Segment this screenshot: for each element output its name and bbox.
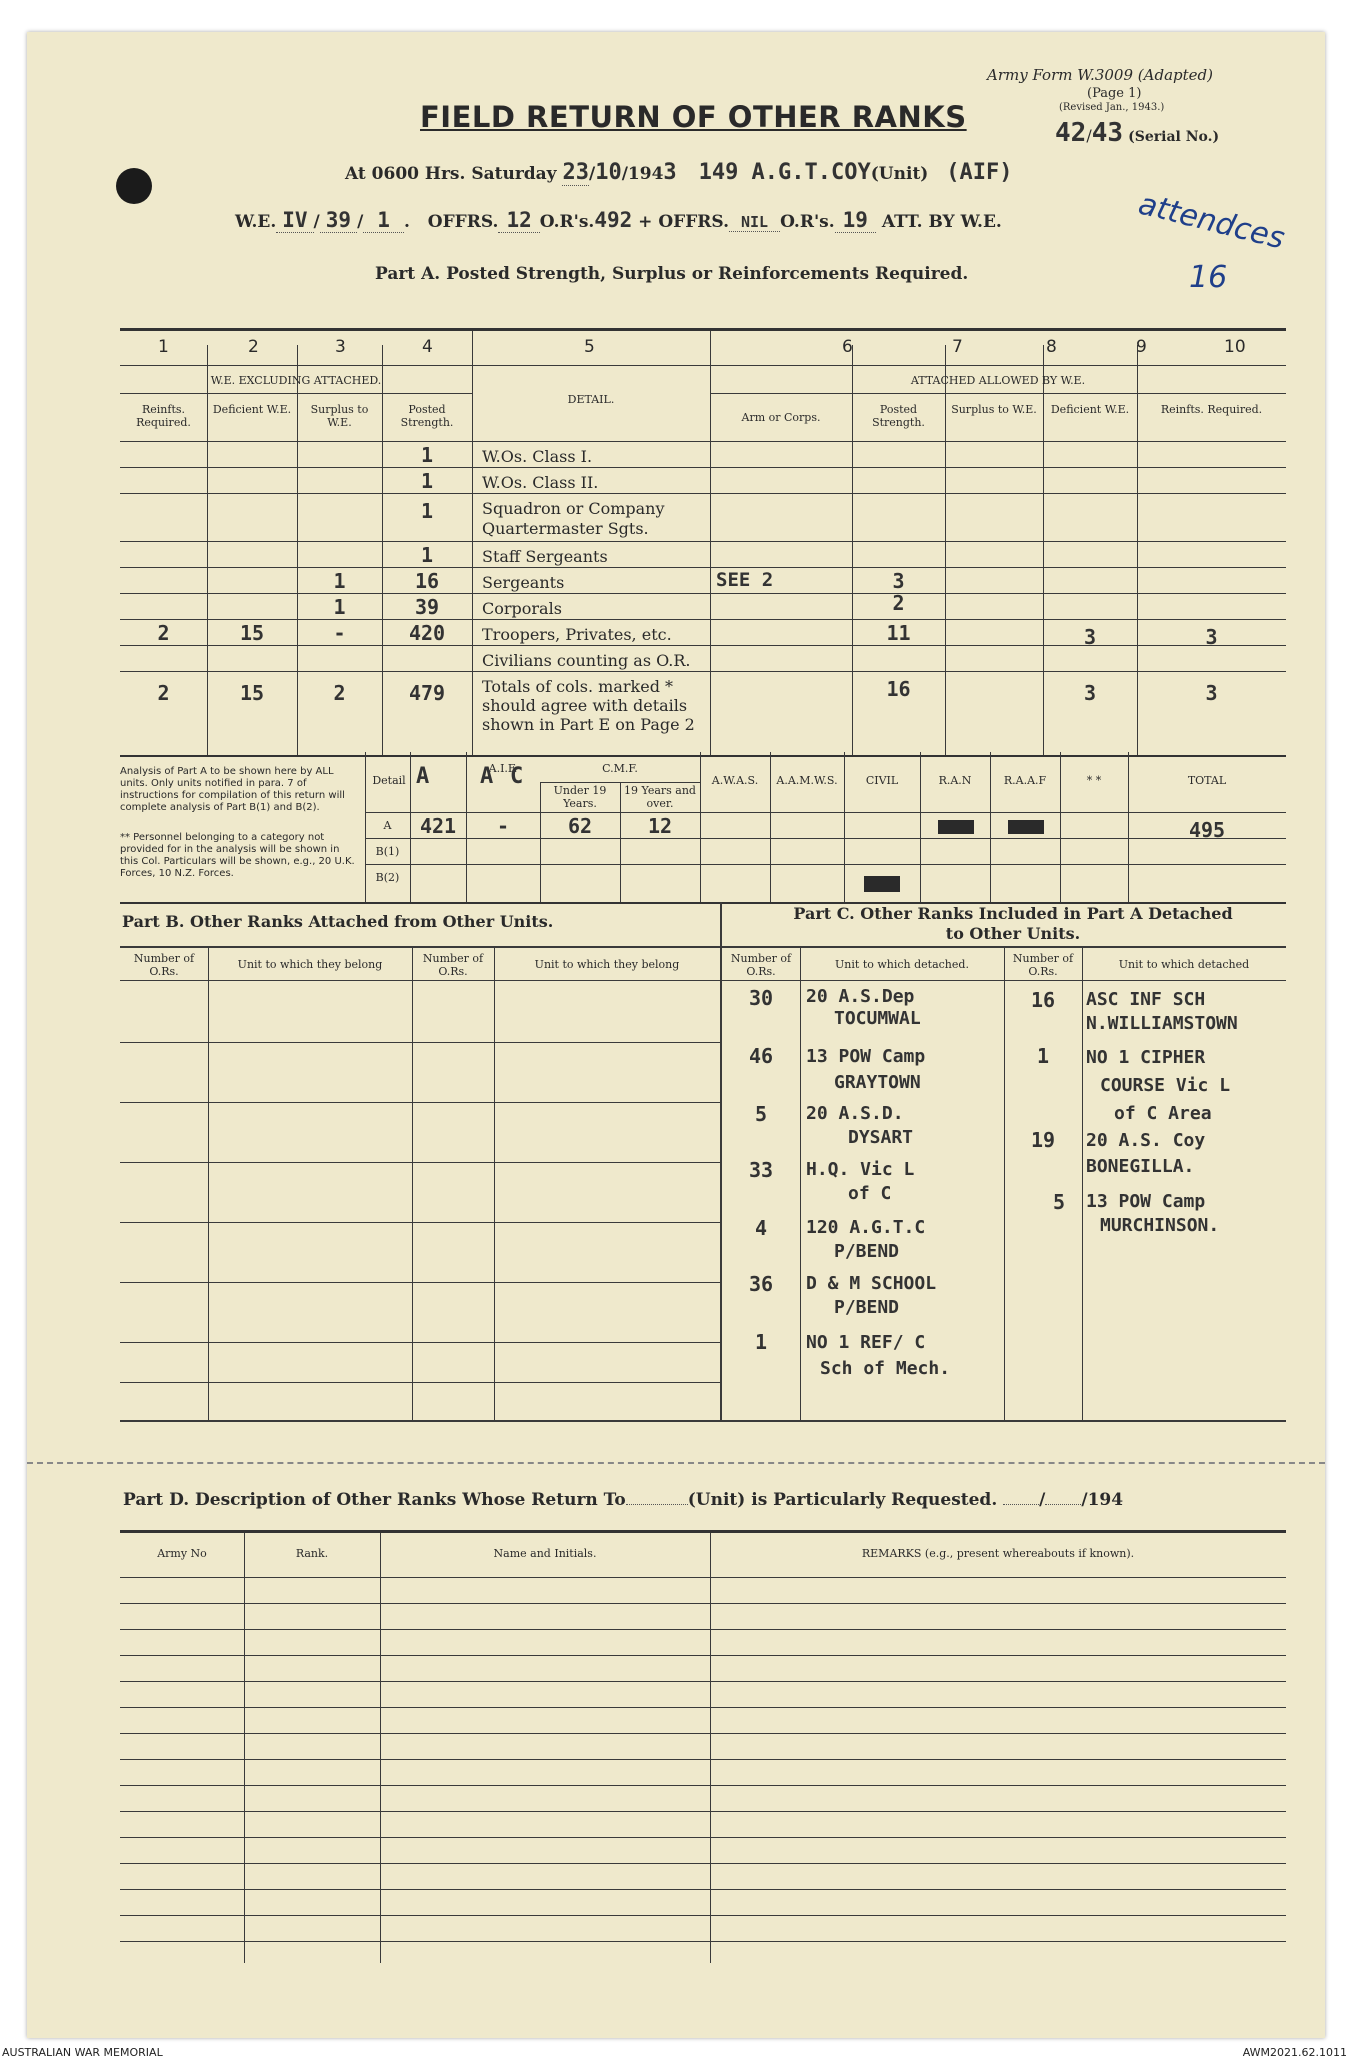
part-c-left-num: 1	[754, 1330, 768, 1354]
part-b-unit-header: Unit to which they belong	[237, 958, 383, 971]
part-c-left-num: 5	[754, 1102, 768, 1126]
detail-staff-sgts: Staff Sergeants	[482, 547, 608, 566]
analysis-section	[120, 752, 1286, 904]
detail-totals: Totals of cols. marked * should agree with details shown in Part E on Page 2	[482, 677, 695, 734]
page-title: FIELD RETURN OF OTHER RANKS	[420, 100, 967, 134]
we-excluding-header: W.E. EXCLUDING ATTACHED.	[210, 374, 382, 387]
form-sheet	[27, 32, 1325, 2038]
part-c-left-unit: D & M SCHOOL P/BEND	[806, 1273, 937, 1318]
part-b-title: Part B. Other Ranks Attached from Other Units.	[122, 912, 554, 931]
att-reinfts-pte: 3	[1205, 625, 1218, 649]
col-header-reinfts: Reinfts. Required.	[136, 403, 191, 429]
part-c-left-unit: 20 A.S.D. DYSART	[806, 1103, 914, 1148]
arm-sgts: SEE 2	[716, 569, 774, 591]
posted-cqms: 1	[420, 499, 434, 523]
reinfts-total: 2	[157, 681, 170, 705]
part-d-remarks: REMARKS (e.g., present whereabouts if known).	[861, 1547, 1135, 1560]
posted-total: 479	[408, 681, 446, 705]
part-c-unit-header: Unit to which detached.	[835, 958, 969, 971]
att-posted-total: 16	[886, 677, 911, 701]
part-c-right-num: 16	[1030, 988, 1056, 1012]
surplus-pte: -	[333, 621, 346, 645]
part-c-unit-header-2: Unit to which detached	[1118, 958, 1250, 971]
detail-corporals: Corporals	[482, 599, 562, 618]
deficient-pte: 15	[239, 621, 265, 645]
part-b-num-header-2: Number of O.Rs.	[422, 952, 484, 978]
part-d-rank: Rank.	[295, 1547, 329, 1560]
att-deficient-total: 3	[1083, 681, 1097, 705]
part-c-left-unit: 20 A.S.Dep TOCUMWAL	[806, 986, 921, 1029]
typed-aif: A	[480, 764, 494, 789]
detail-civilians: Civilians counting as O.R.	[482, 651, 691, 670]
posted-sgts: 16	[414, 569, 440, 593]
analysis-a-cmf: -	[496, 814, 510, 838]
handwritten-number: 16	[1189, 260, 1228, 295]
surplus-sgts: 1	[333, 569, 346, 593]
analysis-cmf-header: C.M.F.	[602, 762, 638, 775]
analysis-aif-header: A.I.F.	[488, 762, 518, 775]
part-c-left-unit: 120 A.G.T.C P/BEND	[806, 1217, 926, 1262]
posted-cpls: 39	[414, 595, 440, 619]
part-c-left-num: 33	[748, 1158, 774, 1182]
part-b-c-section	[120, 902, 1286, 1422]
punch-hole	[116, 168, 152, 204]
col-header-surplus-2: Surplus to W.E.	[951, 403, 1037, 416]
part-b-num-header: Number of O.Rs.	[133, 952, 195, 978]
form-number: Army Form W.3009 (Adapted)	[987, 66, 1213, 84]
col-header-posted-2: Posted Strength.	[872, 403, 925, 429]
surplus-cpls: 1	[333, 595, 346, 619]
analysis-under19: Under 19 Years.	[553, 784, 607, 810]
detail-wo2: W.Os. Class II.	[482, 473, 599, 492]
footer-right: AWM2021.62.1011	[1242, 2046, 1347, 2059]
part-c-right-num: 5	[1052, 1190, 1066, 1214]
part-c-left-unit: NO 1 REF/ C Sch of Mech.	[806, 1332, 951, 1379]
part-c-left-unit: H.Q. Vic L of C	[806, 1159, 915, 1204]
col-header-reinfts-2: Reinfts. Required.	[1160, 403, 1263, 416]
part-d-army-no: Army No	[157, 1547, 207, 1560]
part-c-right-unit: 13 POW Camp MURCHINSON.	[1086, 1191, 1220, 1236]
detail-cqms: Squadron or Company Quartermaster Sgts.	[482, 499, 665, 538]
att-deficient-pte: 3	[1083, 625, 1097, 649]
redaction-ran	[938, 820, 974, 834]
col-header-surplus: Surplus to W.E.	[310, 403, 369, 429]
analysis-aamws: A.A.M.W.S.	[776, 774, 838, 787]
part-a-table	[120, 328, 1286, 757]
posted-staff: 1	[420, 543, 434, 567]
reinfts-pte: 2	[157, 621, 170, 645]
part-c-left-num: 46	[748, 1044, 774, 1068]
redaction-raaf	[1008, 820, 1044, 834]
att-posted-sgts: 3	[892, 569, 905, 593]
att-posted-pte: 11	[886, 621, 911, 645]
page-indicator: (Page 1)	[1087, 86, 1142, 101]
part-c-left-num: 36	[748, 1272, 774, 1296]
detail-sergeants: Sergeants	[482, 573, 565, 592]
analysis-note: Analysis of Part A to be shown here by ALL units. Only units notified in para. 7 of instructions for compilation of this return will complete analysis of Part B(1) and B(2).	[120, 766, 345, 813]
analysis-a-aif: 421	[419, 814, 457, 838]
analysis-civil: CIVIL	[865, 774, 899, 787]
detail-wo1: W.Os. Class I.	[482, 447, 593, 466]
perforation-line	[27, 1462, 1325, 1464]
analysis-a-o19: 12	[647, 814, 673, 838]
part-c-num-header: Number of O.Rs.	[730, 952, 792, 978]
analysis-over19: 19 Years and over.	[624, 784, 696, 810]
col-header-deficient: Deficient W.E.	[212, 403, 292, 416]
analysis-total: TOTAL	[1187, 774, 1227, 787]
att-reinfts-total: 3	[1205, 681, 1218, 705]
analysis-row-b1: B(1)	[375, 845, 400, 858]
part-c-left-unit: 13 POW Camp GRAYTOWN	[806, 1046, 926, 1093]
analysis-raaf: R.A.A.F	[1003, 774, 1047, 787]
at-line: At 0600 Hrs. Saturday 23/10/1943 149 A.G.T.COY(Unit) (AIF)	[345, 160, 1013, 185]
part-b-unit-header-2: Unit to which they belong	[534, 958, 680, 971]
attached-allowed-header: ATTACHED ALLOWED BY W.E.	[910, 374, 1086, 387]
part-a-title: Part A. Posted Strength, Surplus or Reinforcements Required.	[375, 264, 969, 284]
analysis-awas: A.W.A.S.	[711, 774, 759, 787]
analysis-a-u19: 62	[567, 814, 593, 838]
column-numbers: 1 2 3 4 5 6 7 8 9 10	[158, 337, 1246, 357]
deficient-total: 15	[239, 681, 265, 705]
part-c-right-unit: NO 1 CIPHER COURSE Vic L of C Area	[1086, 1047, 1231, 1124]
redaction-civil	[864, 876, 900, 892]
analysis-ran: R.A.N	[938, 774, 972, 787]
analysis-row-a: A	[383, 819, 392, 832]
analysis-other: * *	[1086, 774, 1102, 787]
att-posted-cpls: 2	[892, 591, 905, 615]
part-d-name: Name and Initials.	[493, 1547, 597, 1560]
typed-cmf: C	[510, 764, 524, 789]
posted-wo2: 1	[420, 469, 434, 493]
part-c-right-num: 19	[1030, 1128, 1056, 1152]
analysis-row-b2: B(2)	[375, 871, 400, 884]
part-c-left-num: 30	[748, 986, 774, 1010]
col-header-deficient-2: Deficient W.E.	[1050, 403, 1130, 416]
footer-left: AUSTRALIAN WAR MEMORIAL	[2, 2046, 163, 2059]
detail-privates: Troopers, Privates, etc.	[482, 625, 672, 644]
col-header-arm: Arm or Corps.	[741, 411, 821, 424]
analysis-a-total: 495	[1188, 818, 1226, 842]
we-line: W.E. IV / 39 / 1 . OFFRS. 12 O.R's.492 + OFFRS. NIL O.R's. 19 ATT. BY W.E.	[235, 208, 1002, 232]
typed-a: A	[416, 764, 430, 789]
part-c-left-num: 4	[754, 1216, 768, 1240]
revised-date: (Revised Jan., 1943.)	[1059, 102, 1165, 113]
handwritten-note: attendces	[1134, 186, 1289, 257]
part-c-right-unit: 20 A.S. Coy BONEGILLA.	[1086, 1130, 1206, 1177]
detail-header: DETAIL.	[567, 393, 615, 406]
analysis-note-2: ** Personnel belonging to a category not provided for in the analysis will be shown in this Col. Particulars will be shown, e.g., 20 U.K. Forces, 10 N.Z. Forces.	[120, 832, 355, 879]
part-c-right-unit: ASC INF SCH N.WILLIAMSTOWN	[1086, 989, 1238, 1034]
posted-wo1: 1	[420, 443, 434, 467]
serial-number: 42/43 (Serial No.)	[1055, 118, 1220, 148]
part-c-num-header-2: Number of O.Rs.	[1012, 952, 1074, 978]
posted-pte: 420	[408, 621, 446, 645]
part-d-title: Part D. Description of Other Ranks Whose Return To (Unit) is Particularly Requested. / /194	[123, 1490, 1124, 1510]
col-header-posted: Posted Strength.	[400, 403, 454, 429]
part-c-right-num: 1	[1036, 1044, 1050, 1068]
part-c-title: Part C. Other Ranks Included in Part A Detached to Other Units.	[793, 904, 1233, 943]
part-d-table	[120, 1530, 1286, 1963]
analysis-detail-header: Detail	[372, 774, 406, 787]
surplus-total: 2	[333, 681, 346, 705]
